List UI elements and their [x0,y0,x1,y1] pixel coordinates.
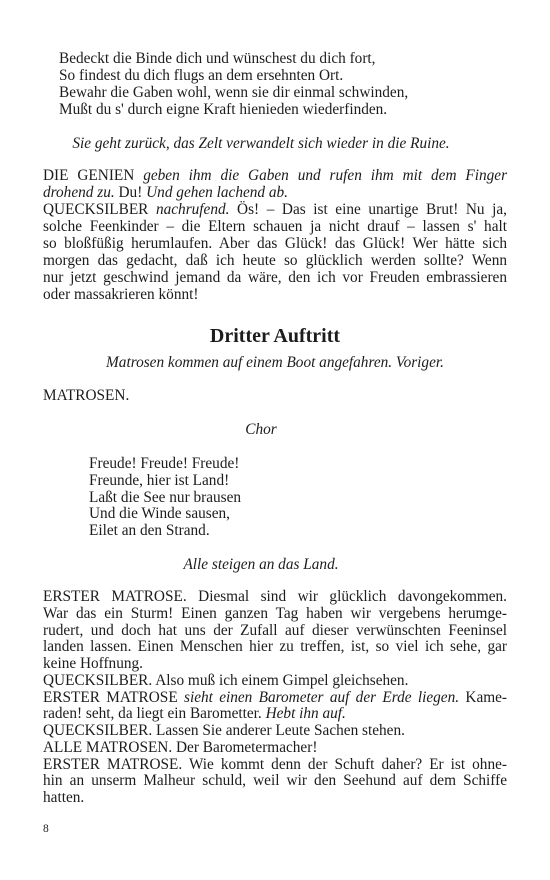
speech-line [43,167,507,184]
speech-line: hin an unserm Malheur schuld, weil wir den Seehund auf dem Schiffe [43,772,507,790]
speech-line: hatten. [43,789,85,806]
speech-paragraph [43,201,507,303]
speech-line: landen lassen. Einen Menschen hier zu treffen, ist, so viel ich sehe, gar [43,638,507,656]
speaker-name: QUECKSILBER. [43,722,153,739]
chorus-line: Freude! Freude! Freude! [89,455,240,472]
verse-line: So findest du dich flugs an dem ersehnten Ort. [59,67,344,84]
speech-text: Lassen Sie anderer Leute Sachen stehen. [156,722,405,739]
chorus-line: Eilet an den Strand. [89,522,210,540]
stage-direction: Sie geht zurück, das Zelt verwandelt sich wieder in die Ruine. [72,135,450,152]
speech-line: War das ein Sturm! Einen ganzen Tag haben wir vergebens herumge- [43,604,507,622]
speech-text: Der Barometermacher! [176,738,318,756]
speech-text: Diesmal sind wir glücklich davongekommen. [198,588,508,605]
speech-line: nur jetzt geschwind jemand da wäre, den ich vor Freuden embrassieren [43,269,507,286]
speaker-name: ERSTER MATROSE [43,688,178,706]
chorus-line: Und die Winde sausen, [89,505,230,523]
dialogue [43,589,507,807]
speech-text: Also muß ich einem Gimpel gleichsehen. [155,671,409,689]
speech-line: solche Feenkinder – die Eltern schauen ja nicht drauf – lassen s' halt [43,218,507,235]
speaker-name: QUECKSILBER. [43,671,153,689]
scene-direction: Matrosen kommen auf einem Boot angefahren. Voriger. [106,354,444,371]
speech-line [43,757,507,774]
page-number: 8 [43,823,49,835]
chorus-stanza [89,456,507,540]
speech-paragraph [43,167,507,201]
stage-direction-inline: nachrufend. [155,201,230,218]
chorus-line: Freunde, hier ist Land! [89,471,230,489]
stage-direction-inline: drohend zu. [43,184,115,201]
speech-text: Kame- [465,688,508,706]
speech-line: rudert, und doch hat uns der Zufall auf dieser verwünschten Feeninsel [43,621,507,639]
speech-line: oder massakrieren könnt! [43,286,199,303]
stage-direction-inline: Hebt ihn auf. [265,705,346,723]
speech-line: morgen das gedacht, daß ich heute so glücklich werden sollte? Wenn [43,252,507,269]
speaker-name: ERSTER MATROSE. [43,755,183,773]
speaker-name: DIE GENIEN [43,167,135,184]
speech-line [43,589,507,606]
speech-text: raden! seht, da liegt ein Barometter. [43,705,262,723]
verse-line: Bedeckt die Binde dich und wünschest du dich fort, [59,50,376,67]
stage-direction-inline: geben ihm die Gaben und rufen ihm mit dem Finger [143,167,508,184]
speaker-name: ERSTER MATROSE. [43,588,187,605]
chorus-line: Laßt die See nur brausen [89,488,242,506]
speech-line [43,723,507,740]
speaker-name: ALLE MATROSEN. [43,738,173,756]
speech-line [43,673,507,690]
speech-line [43,201,507,218]
verse-line: Bewahr die Gaben wohl, wenn sie dir einmal schwinden, [59,84,409,101]
speech-line [43,184,507,201]
verse-line: Mußt du s' durch eigne Kraft hienieden wiederfinden. [59,101,388,118]
speech-text: Wie kommt denn der Schuft daher? Er ist ohne- [188,755,507,773]
speaker-name: MATROSEN. [43,387,130,404]
verse-stanza [59,50,507,118]
chorus-label: Chor [245,421,277,438]
speech-line: so bloßfüßig herumlaufen. Aber das Glück! das Glück! Wer hätte sich [43,235,507,252]
speech-text: Du! [118,184,143,201]
speech-text: Ös! – Das ist eine unartige Brut! Nu ja, [237,201,508,218]
stage-direction: Alle steigen an das Land. [183,556,339,573]
scene-heading: Dritter Auftritt [209,325,341,347]
stage-direction-inline: Und gehen lachend ab. [146,184,289,201]
speech-line [43,706,507,723]
speech-line [43,740,507,757]
speech-line: keine Hoffnung. [43,655,143,672]
stage-direction-inline: sieht einen Barometer auf der Erde liegen. [184,688,460,706]
speech-line [43,690,507,707]
speaker-name: QUECKSILBER [43,201,149,218]
